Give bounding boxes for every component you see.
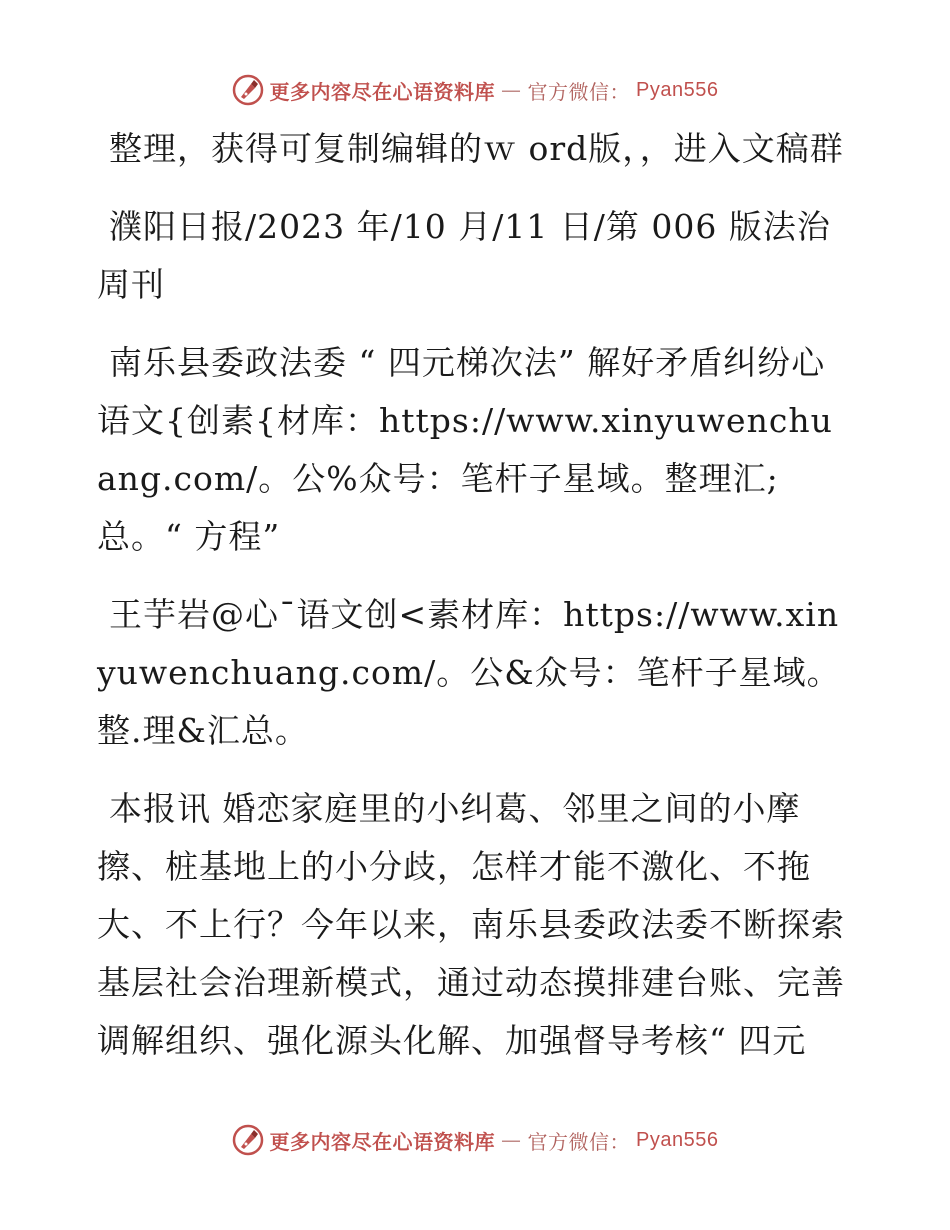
footer-separator: — xyxy=(501,1128,522,1152)
document-body xyxy=(97,120,853,1090)
header-contact-id: Pyan556 xyxy=(636,78,719,101)
footer-banner xyxy=(232,1124,719,1156)
header-banner xyxy=(232,74,719,106)
page-header xyxy=(0,70,950,110)
paragraph-intro: 整理，获得可复制编辑的ｗ ord版，，进入文稿群 xyxy=(109,129,844,168)
paragraph-body: 本报讯 婚恋家庭里的小纠葛、邻里之间的小摩擦、桩基地上的小分歧，怎样才能不激化、不拖大、不上行？今年以来，南乐县委政法委不断探索基层社会治理新模式，通过动态摸排建台账、完善调解组织、强化源头化解、加强督导考核“ 四元 xyxy=(97,789,845,1060)
paragraph-source: 濮阳日报/2023 年/10 月/11 日/第 006 版法治周刊 xyxy=(97,207,831,304)
page-footer xyxy=(0,1120,950,1160)
paragraph-byline: 王芋岩@心¯语文创<素材库：https://www.xinyuwenchuang.com/。公&众号：笔杆子星域。整.理&汇总。 xyxy=(97,595,841,750)
footer-brand: 更多内容尽在心语资料库 xyxy=(269,1129,496,1154)
pen-nib-logo-icon xyxy=(232,1124,264,1156)
header-contact-label: 官方微信： xyxy=(527,79,631,104)
paragraph-headline: 南乐县委政法委 “ 四元梯次法” 解好矛盾纠纷心语文{创素{材库：https://www.xinyuwenchuang.com/。公%众号：笔杆子星域。整理汇;总。“ 方程” xyxy=(97,343,833,556)
footer-contact-label: 官方微信： xyxy=(527,1129,631,1154)
header-brand: 更多内容尽在心语资料库 xyxy=(269,79,496,104)
pen-nib-logo-icon xyxy=(232,74,264,106)
footer-contact-id: Pyan556 xyxy=(636,1128,719,1151)
header-separator: — xyxy=(501,78,522,102)
